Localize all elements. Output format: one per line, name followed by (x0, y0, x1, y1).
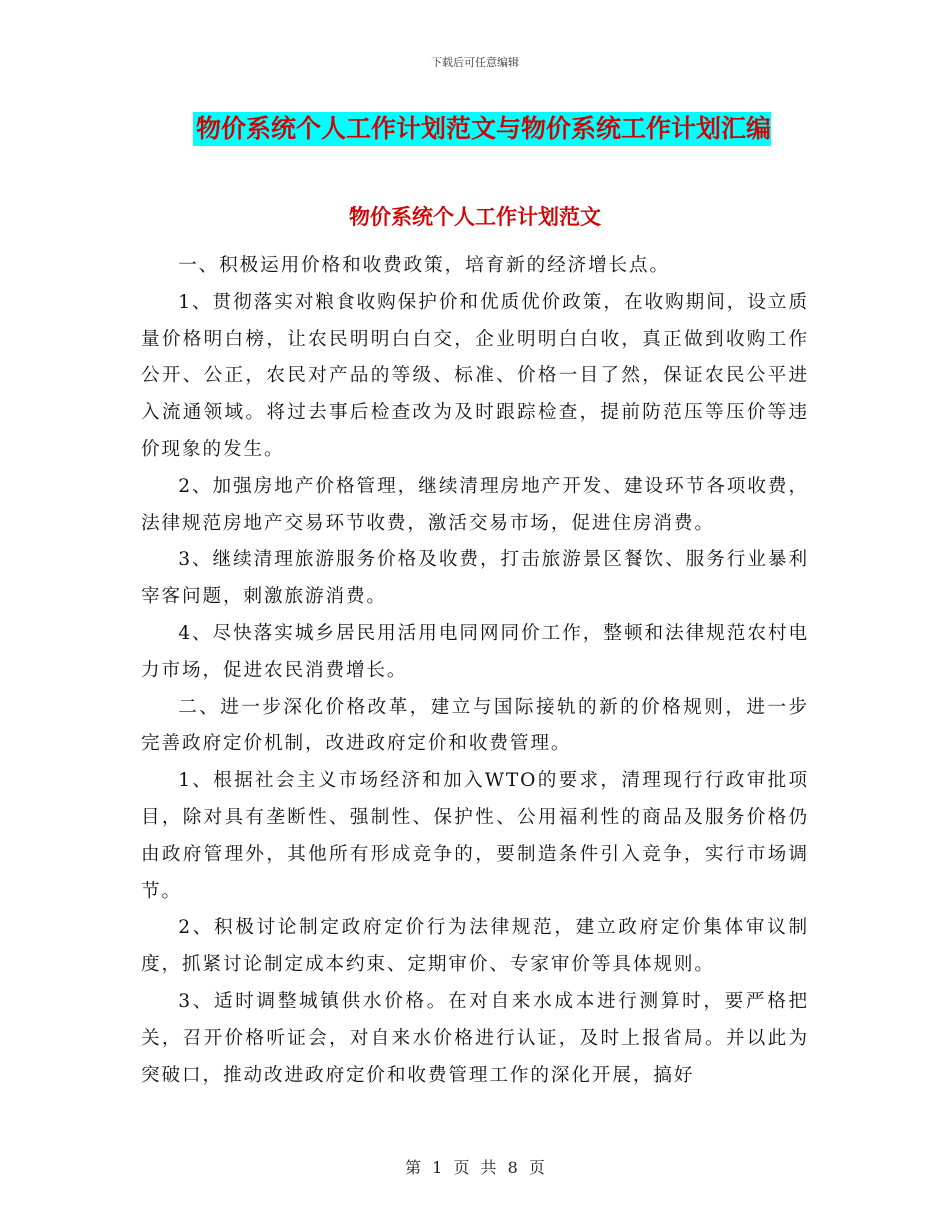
paragraph: 1、贯彻落实对粮食收购保护价和优质优价政策，在收购期间，设立质量价格明白榜，让农民明明白白交，企业明明白白收，真正做到收购工作公开、公正，农民对产品的等级、标准、价格一目了然，保证农民公平进入流通领域。将过去事后检查改为及时跟踪检查，提前防范压等压价等违价现象的发生。 (141, 291, 809, 460)
paragraph: 3、继续清理旅游服务价格及收费，打击旅游景区餐饮、服务行业暴利宰客问题，刺激旅游消费。 (141, 549, 809, 608)
page-header-note: 下载后可任意编辑 (431, 56, 519, 69)
section-title: 物价系统个人工作计划范文 (349, 204, 601, 229)
paragraph: 2、积极讨论制定政府定价行为法律规范，建立政府定价集体审议制度，抓紧讨论制定成本约束、定期审价、专家审价等具体规则。 (141, 917, 809, 976)
page-number-footer: 第 1 页 共 8 页 (405, 1158, 545, 1177)
paragraph: 1、根据社会主义市场经济和加入WTO的要求，清理现行行政审批项目，除对具有垄断性、强制性、保护性、公用福利性的商品及服务价格仍由政府管理外，其他所有形成竞争的，要制造条件引入竞争，实行市场调节。 (141, 770, 809, 902)
paragraph: 二、进一步深化价格改革，建立与国际接轨的新的价格规则，进一步完善政府定价机制，改进政府定价和收费管理。 (141, 696, 809, 755)
paragraph: 3、适时调整城镇供水价格。在对自来水成本进行测算时，要严格把关，召开价格听证会，对自来水价格进行认证，及时上报省局。并以此为突破口，推动改进政府定价和收费管理工作的深化开展，搞好 (141, 990, 809, 1086)
paragraph: 4、尽快落实城乡居民用活用电同网同价工作，整顿和法律规范农村电力市场，促进农民消费增长。 (141, 622, 809, 681)
paragraph: 一、积极运用价格和收费政策，培育新的经济增长点。 (178, 255, 671, 276)
paragraph: 2、加强房地产价格管理，继续清理房地产开发、建设环节各项收费，法律规范房地产交易环节收费，激活交易市场，促进住房消费。 (141, 475, 809, 534)
document-body (141, 248, 809, 1094)
document-title: 物价系统个人工作计划范文与物价系统工作计划汇编 (193, 112, 771, 146)
